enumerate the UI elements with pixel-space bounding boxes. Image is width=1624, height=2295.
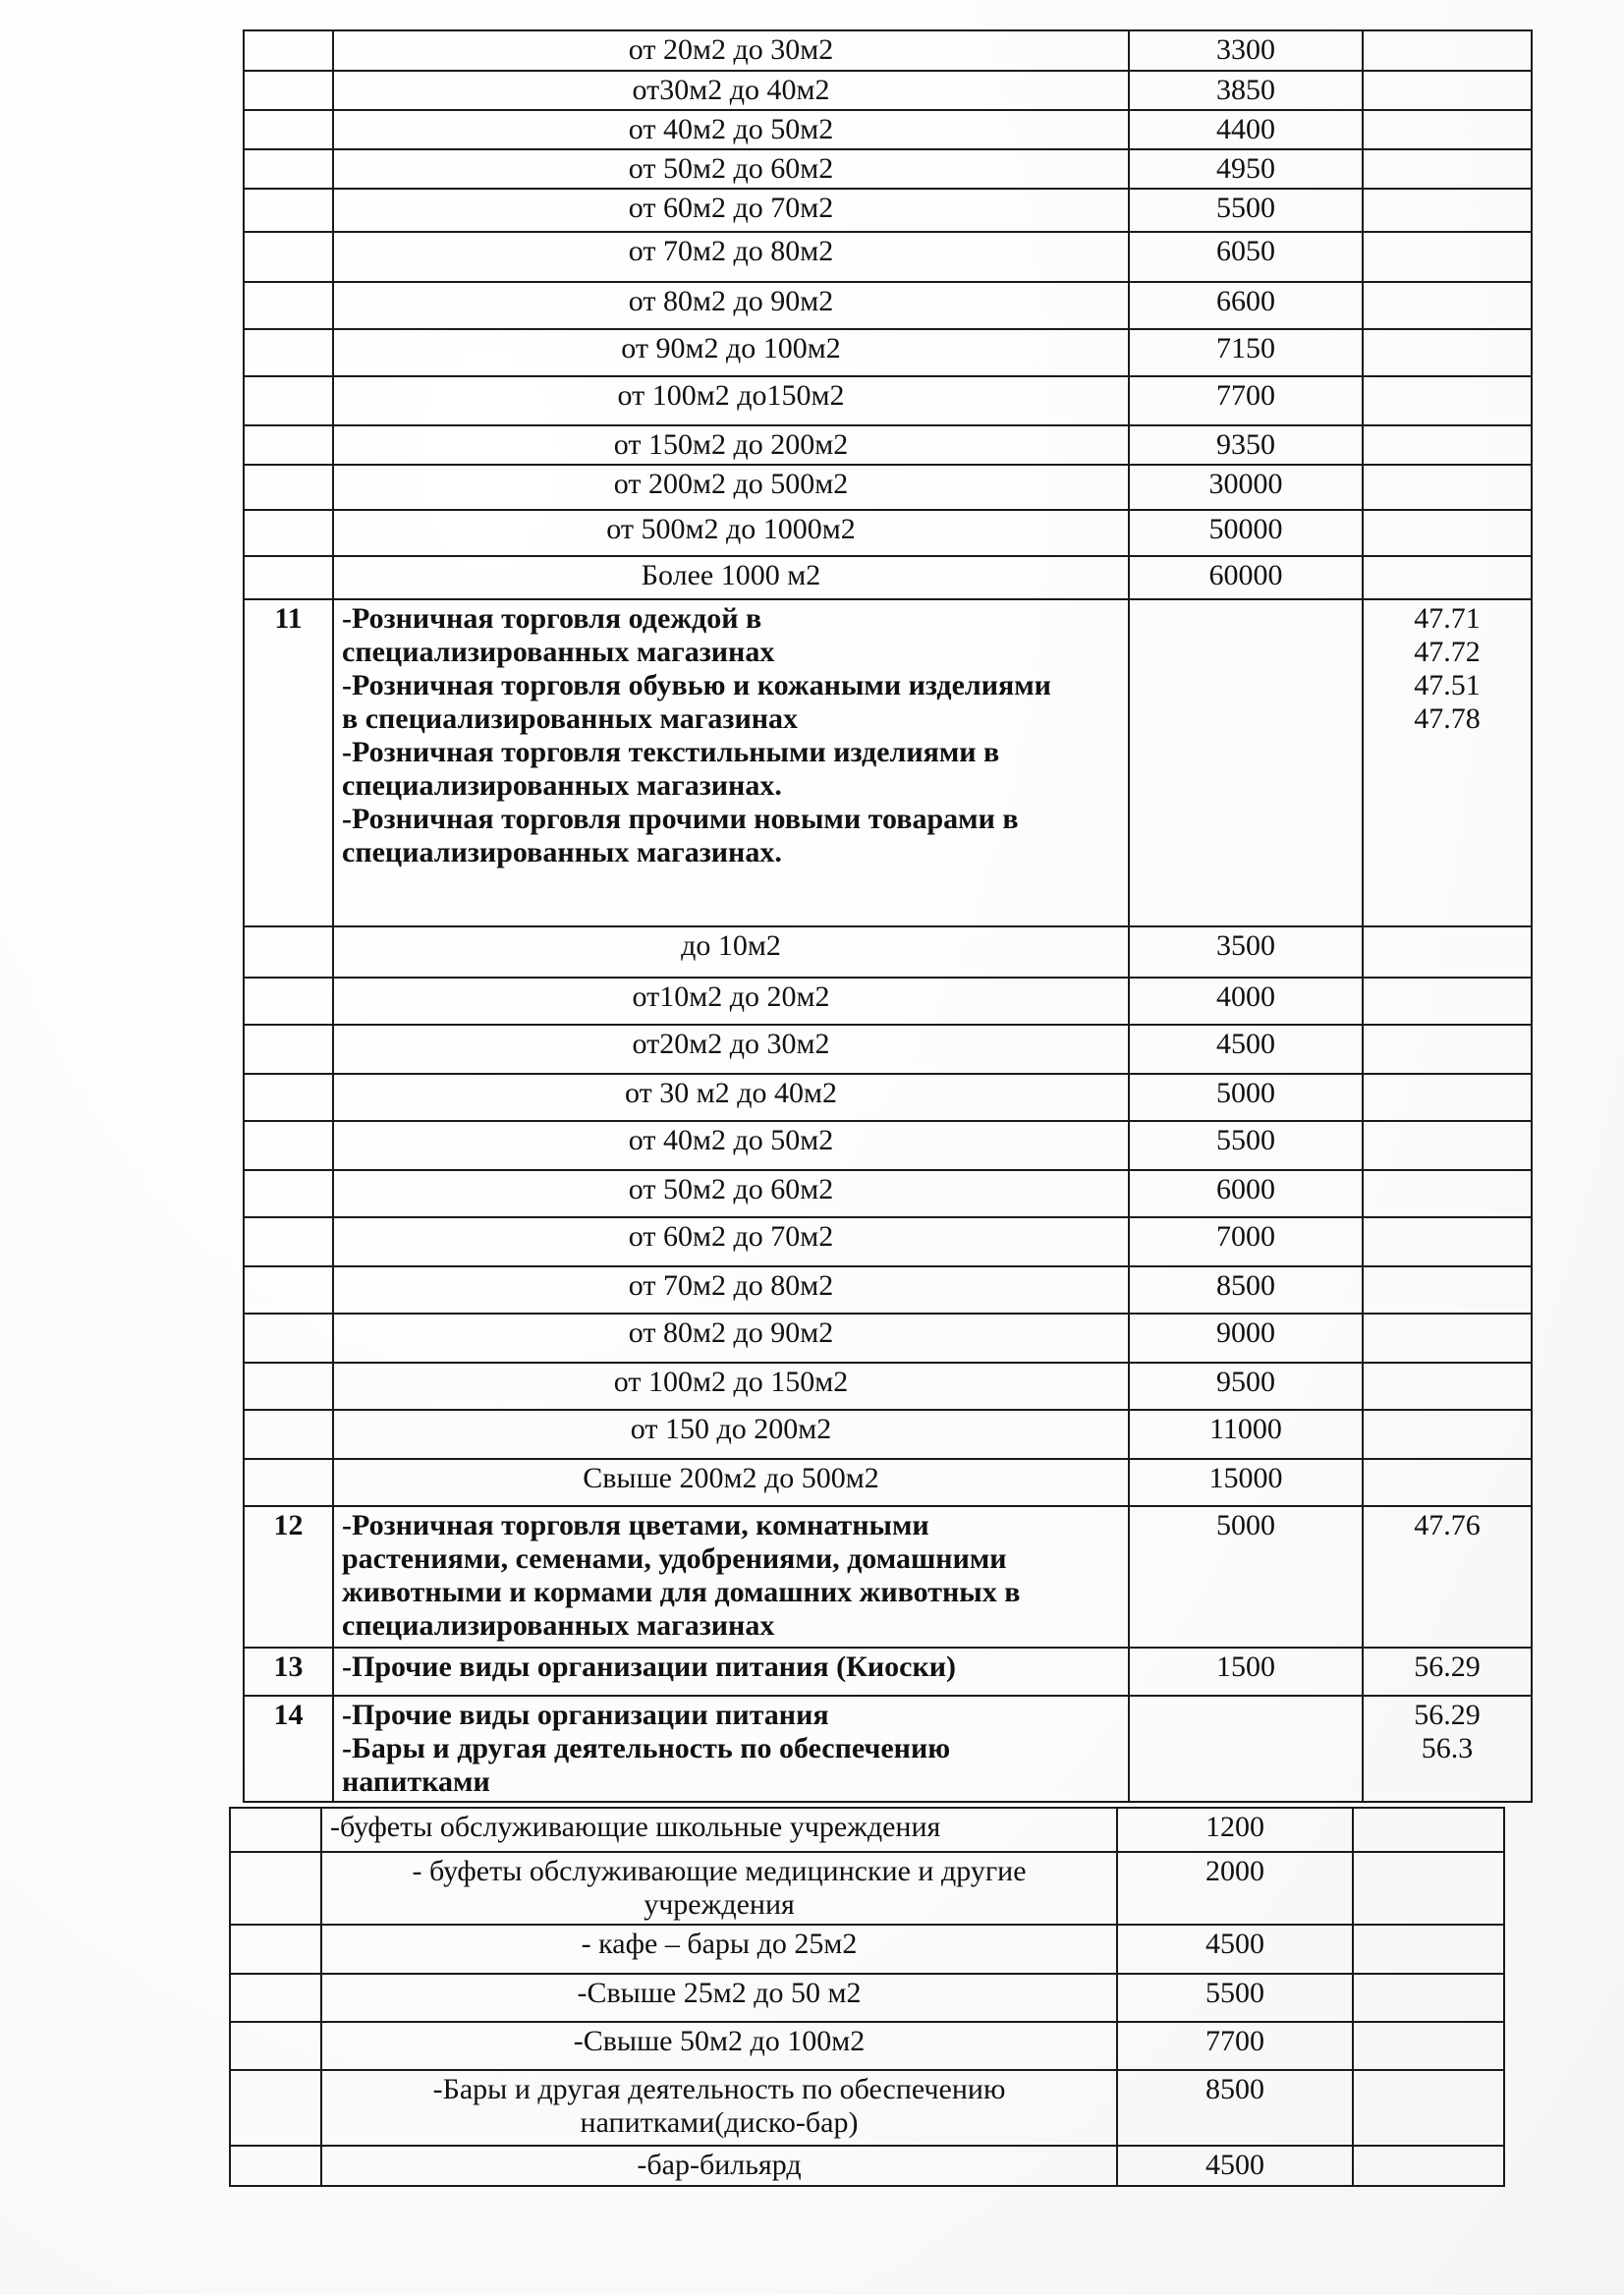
table-row bbox=[244, 1459, 1532, 1506]
row-number bbox=[244, 189, 333, 232]
fee-amount: 4500 bbox=[1129, 1025, 1363, 1074]
row-number bbox=[244, 282, 333, 329]
description-line: от 500м2 до 1000м2 bbox=[606, 513, 856, 545]
activity-code bbox=[1363, 465, 1532, 510]
table-row bbox=[244, 1074, 1532, 1121]
description-line: от 40м2 до 50м2 bbox=[628, 113, 834, 145]
table-row bbox=[244, 1314, 1532, 1363]
fee-amount: 3300 bbox=[1129, 30, 1363, 71]
fee-amount: 1200 bbox=[1117, 1808, 1353, 1852]
fee-amount: 5000 bbox=[1129, 1074, 1363, 1121]
table-row bbox=[244, 1266, 1532, 1314]
row-number bbox=[244, 71, 333, 110]
fee-amount: 7000 bbox=[1129, 1217, 1363, 1266]
area-range bbox=[321, 1852, 1117, 1925]
section-row bbox=[244, 1506, 1532, 1648]
row-number bbox=[230, 1925, 321, 1974]
description-line: напитками bbox=[342, 1765, 490, 1798]
activity-code bbox=[1363, 1314, 1532, 1363]
area-range bbox=[333, 30, 1129, 71]
fee-amount: 5500 bbox=[1117, 1974, 1353, 2022]
activity-code bbox=[1363, 510, 1532, 556]
description-line: от 30 м2 до 40м2 bbox=[625, 1077, 837, 1109]
area-range bbox=[333, 556, 1129, 599]
fee-amount: 4400 bbox=[1129, 110, 1363, 149]
fee-amount: 7150 bbox=[1129, 329, 1363, 376]
table-row bbox=[244, 465, 1532, 510]
activity-code bbox=[1363, 926, 1532, 978]
fee-amount: 8500 bbox=[1117, 2070, 1353, 2146]
table-row bbox=[244, 1217, 1532, 1266]
activity-code bbox=[1353, 2146, 1504, 2186]
description-line: -Розничная торговля обувью и кожаными изделиями bbox=[342, 669, 1051, 701]
table-row bbox=[230, 1852, 1504, 1925]
row-number bbox=[244, 1121, 333, 1170]
area-range bbox=[333, 1314, 1129, 1363]
description-line: напитками(диско-бар) bbox=[580, 2106, 859, 2139]
description-line: -Розничная торговля цветами, комнатными bbox=[342, 1509, 929, 1541]
fee-amount: 4500 bbox=[1117, 2146, 1353, 2186]
row-number bbox=[244, 1410, 333, 1459]
table-row bbox=[244, 71, 1532, 110]
row-number bbox=[244, 556, 333, 599]
description-line: от 70м2 до 80м2 bbox=[628, 235, 834, 267]
fee-amount: 6000 bbox=[1129, 1170, 1363, 1217]
description-line: - кафе – бары до 25м2 bbox=[581, 1928, 858, 1960]
table-row bbox=[244, 110, 1532, 149]
activity-code bbox=[1363, 282, 1532, 329]
area-range bbox=[333, 329, 1129, 376]
area-range bbox=[333, 1459, 1129, 1506]
activity-code bbox=[1363, 1696, 1532, 1802]
row-number bbox=[244, 465, 333, 510]
description-line: от 100м2 до 150м2 bbox=[613, 1366, 849, 1398]
area-range bbox=[333, 71, 1129, 110]
fee-amount: 2000 bbox=[1117, 1852, 1353, 1925]
fee-amount: 60000 bbox=[1129, 556, 1363, 599]
description-line: животными и кормами для домашних животных в bbox=[342, 1576, 1021, 1608]
code-line: 47.78 bbox=[1414, 702, 1481, 735]
description-line: -Свыше 50м2 до 100м2 bbox=[573, 2025, 866, 2057]
table-row bbox=[244, 376, 1532, 425]
description-line: от 50м2 до 60м2 bbox=[628, 152, 834, 185]
activity-code bbox=[1353, 1925, 1504, 1974]
row-number bbox=[244, 1459, 333, 1506]
row-number: 12 bbox=[244, 1506, 333, 1648]
row-number bbox=[244, 425, 333, 465]
description-line: от10м2 до 20м2 bbox=[632, 980, 830, 1013]
row-number bbox=[244, 149, 333, 189]
code-line: 47.72 bbox=[1414, 636, 1481, 668]
table-row bbox=[230, 2022, 1504, 2070]
table-row bbox=[244, 232, 1532, 282]
activity-code bbox=[1363, 110, 1532, 149]
code-line: 47.51 bbox=[1414, 669, 1481, 701]
description-line: специализированных магазинах. bbox=[342, 836, 782, 868]
row-number: 11 bbox=[244, 599, 333, 926]
area-range bbox=[333, 282, 1129, 329]
activity-code bbox=[1353, 1852, 1504, 1925]
table-row bbox=[244, 425, 1532, 465]
activity-code bbox=[1363, 71, 1532, 110]
area-range bbox=[333, 425, 1129, 465]
code-line: 56.29 bbox=[1414, 1651, 1481, 1683]
area-range bbox=[321, 1808, 1117, 1852]
activity-code bbox=[1363, 232, 1532, 282]
table-row bbox=[244, 149, 1532, 189]
activity-code bbox=[1353, 2070, 1504, 2146]
description-line: в специализированных магазинах bbox=[342, 702, 799, 735]
activity-code bbox=[1363, 1459, 1532, 1506]
row-number bbox=[244, 1025, 333, 1074]
row-number bbox=[244, 30, 333, 71]
area-range bbox=[333, 1410, 1129, 1459]
description-line: от 90м2 до 100м2 bbox=[621, 332, 841, 364]
activity-code bbox=[1363, 149, 1532, 189]
activity-code bbox=[1363, 329, 1532, 376]
section-row bbox=[244, 1696, 1532, 1802]
description-line: -Бары и другая деятельность по обеспечению bbox=[432, 2073, 1006, 2105]
description-line: растениями, семенами, удобрениями, домашними bbox=[342, 1542, 1007, 1575]
activity-code bbox=[1353, 2022, 1504, 2070]
fee-amount bbox=[1129, 599, 1363, 926]
area-range bbox=[333, 978, 1129, 1025]
area-range bbox=[333, 1363, 1129, 1410]
row-number bbox=[230, 1852, 321, 1925]
fee-amount: 7700 bbox=[1129, 376, 1363, 425]
activity-code bbox=[1363, 189, 1532, 232]
description-line: Свыше 200м2 до 500м2 bbox=[583, 1462, 879, 1494]
area-range bbox=[321, 1925, 1117, 1974]
area-range bbox=[333, 1170, 1129, 1217]
activity-code bbox=[1363, 1074, 1532, 1121]
description-line: от 60м2 до 70м2 bbox=[628, 1220, 834, 1253]
description-line: Более 1000 м2 bbox=[641, 559, 821, 591]
area-range bbox=[333, 149, 1129, 189]
code-line: 47.71 bbox=[1414, 602, 1481, 635]
row-number bbox=[244, 1266, 333, 1314]
description-line: до 10м2 bbox=[681, 929, 781, 962]
table-row bbox=[244, 556, 1532, 599]
activity-code bbox=[1363, 1025, 1532, 1074]
activity-code bbox=[1363, 1363, 1532, 1410]
area-range bbox=[333, 465, 1129, 510]
description-line: -Прочие виды организации питания (Киоски) bbox=[342, 1651, 957, 1683]
description-line: от 100м2 до150м2 bbox=[617, 379, 845, 412]
activity-code bbox=[1363, 30, 1532, 71]
fee-table-part-2 bbox=[229, 1807, 1505, 2187]
row-number bbox=[244, 1074, 333, 1121]
table-row bbox=[244, 282, 1532, 329]
code-line: 47.76 bbox=[1414, 1509, 1481, 1541]
area-range bbox=[333, 189, 1129, 232]
activity-code bbox=[1363, 1506, 1532, 1648]
description-line: -Розничная торговля одеждой в bbox=[342, 602, 762, 635]
description-line: -Свыше 25м2 до 50 м2 bbox=[577, 1977, 862, 2009]
row-number: 14 bbox=[244, 1696, 333, 1802]
fee-amount: 30000 bbox=[1129, 465, 1363, 510]
fee-amount: 9350 bbox=[1129, 425, 1363, 465]
row-number bbox=[244, 978, 333, 1025]
row-number bbox=[230, 2070, 321, 2146]
area-range bbox=[333, 376, 1129, 425]
table-row bbox=[230, 1808, 1504, 1852]
row-number bbox=[244, 1363, 333, 1410]
table-row bbox=[244, 1121, 1532, 1170]
row-number bbox=[244, 1217, 333, 1266]
fee-amount: 9000 bbox=[1129, 1314, 1363, 1363]
row-number bbox=[244, 510, 333, 556]
description-line: от 150м2 до 200м2 bbox=[613, 428, 849, 461]
area-range bbox=[333, 1121, 1129, 1170]
description-line: специализированных магазинах bbox=[342, 1609, 775, 1642]
activity-code bbox=[1353, 1974, 1504, 2022]
table-row bbox=[244, 926, 1532, 978]
fee-amount bbox=[1129, 1696, 1363, 1802]
row-number bbox=[244, 1170, 333, 1217]
table-row bbox=[244, 1363, 1532, 1410]
area-range bbox=[333, 510, 1129, 556]
area-range bbox=[333, 110, 1129, 149]
section-row bbox=[244, 1648, 1532, 1696]
activity-code bbox=[1363, 599, 1532, 926]
fee-amount: 4000 bbox=[1129, 978, 1363, 1025]
fee-amount: 15000 bbox=[1129, 1459, 1363, 1506]
description-line: от 200м2 до 500м2 bbox=[613, 468, 849, 500]
fee-amount: 6600 bbox=[1129, 282, 1363, 329]
activity-code bbox=[1363, 1121, 1532, 1170]
area-range bbox=[321, 2022, 1117, 2070]
row-number bbox=[230, 2146, 321, 2186]
description-line: от 60м2 до 70м2 bbox=[628, 192, 834, 224]
fee-amount: 7700 bbox=[1117, 2022, 1353, 2070]
fee-amount: 3500 bbox=[1129, 926, 1363, 978]
description-line: -Розничная торговля текстильными изделиями в bbox=[342, 736, 1000, 768]
row-number bbox=[244, 329, 333, 376]
activity-code bbox=[1363, 978, 1532, 1025]
row-number bbox=[244, 232, 333, 282]
area-range bbox=[333, 1217, 1129, 1266]
description-line: -Прочие виды организации питания bbox=[342, 1699, 829, 1731]
fee-amount: 3850 bbox=[1129, 71, 1363, 110]
description-line: от 50м2 до 60м2 bbox=[628, 1173, 834, 1205]
fee-amount: 1500 bbox=[1129, 1648, 1363, 1696]
activity-description bbox=[333, 1648, 1129, 1696]
area-range bbox=[321, 1974, 1117, 2022]
area-range bbox=[333, 232, 1129, 282]
fee-amount: 9500 bbox=[1129, 1363, 1363, 1410]
row-number bbox=[244, 926, 333, 978]
fee-amount: 11000 bbox=[1129, 1410, 1363, 1459]
area-range bbox=[321, 2146, 1117, 2186]
area-range bbox=[333, 1266, 1129, 1314]
description-line: специализированных магазинах. bbox=[342, 769, 782, 802]
description-line: от 70м2 до 80м2 bbox=[628, 1269, 834, 1302]
row-number bbox=[244, 1314, 333, 1363]
fee-amount: 5000 bbox=[1129, 1506, 1363, 1648]
area-range bbox=[321, 2070, 1117, 2146]
activity-code bbox=[1363, 556, 1532, 599]
area-range bbox=[333, 1025, 1129, 1074]
description-line: от20м2 до 30м2 bbox=[632, 1028, 830, 1060]
activity-code bbox=[1363, 1170, 1532, 1217]
activity-code bbox=[1363, 425, 1532, 465]
row-number bbox=[244, 376, 333, 425]
area-range bbox=[333, 1074, 1129, 1121]
table-row bbox=[244, 1025, 1532, 1074]
activity-description bbox=[333, 599, 1129, 926]
table-row bbox=[244, 189, 1532, 232]
table-row bbox=[244, 1410, 1532, 1459]
description-line: от 20м2 до 30м2 bbox=[628, 33, 834, 66]
activity-code bbox=[1363, 1217, 1532, 1266]
description-line: -Бары и другая деятельность по обеспечению bbox=[342, 1732, 951, 1764]
description-line: -буфеты обслуживающие школьные учреждения bbox=[330, 1811, 941, 1843]
description-line: от 150 до 200м2 bbox=[630, 1413, 832, 1445]
row-number bbox=[230, 1974, 321, 2022]
fee-table-part-1 bbox=[243, 29, 1533, 1803]
fee-amount: 4950 bbox=[1129, 149, 1363, 189]
description-line: - буфеты обслуживающие медицинские и другие bbox=[412, 1855, 1027, 1887]
code-line: 56.3 bbox=[1421, 1732, 1474, 1764]
activity-code bbox=[1353, 1808, 1504, 1852]
fee-amount: 5500 bbox=[1129, 189, 1363, 232]
activity-code bbox=[1363, 1266, 1532, 1314]
table-row bbox=[244, 30, 1532, 71]
fee-amount: 4500 bbox=[1117, 1925, 1353, 1974]
table-row bbox=[230, 1925, 1504, 1974]
row-number: 13 bbox=[244, 1648, 333, 1696]
fee-amount: 8500 bbox=[1129, 1266, 1363, 1314]
description-line: от 80м2 до 90м2 bbox=[628, 285, 834, 317]
table-row bbox=[244, 1170, 1532, 1217]
description-line: -бар-бильярд bbox=[637, 2149, 802, 2181]
row-number bbox=[230, 1808, 321, 1852]
table-row bbox=[230, 1974, 1504, 2022]
description-line: от 40м2 до 50м2 bbox=[628, 1124, 834, 1156]
activity-code bbox=[1363, 376, 1532, 425]
activity-description bbox=[333, 1696, 1129, 1802]
row-number bbox=[244, 110, 333, 149]
section-row bbox=[244, 599, 1532, 926]
activity-description bbox=[333, 1506, 1129, 1648]
description-line: специализированных магазинах bbox=[342, 636, 775, 668]
row-number bbox=[230, 2022, 321, 2070]
activity-code bbox=[1363, 1648, 1532, 1696]
activity-code bbox=[1363, 1410, 1532, 1459]
table-row bbox=[230, 2146, 1504, 2186]
table-row bbox=[244, 329, 1532, 376]
description-line: от30м2 до 40м2 bbox=[632, 74, 830, 106]
description-line: -Розничная торговля прочими новыми товарами в bbox=[342, 803, 1019, 835]
code-line: 56.29 bbox=[1414, 1699, 1481, 1731]
fee-amount: 5500 bbox=[1129, 1121, 1363, 1170]
table-row bbox=[230, 2070, 1504, 2146]
table-row bbox=[244, 510, 1532, 556]
table-row bbox=[244, 978, 1532, 1025]
fee-amount: 6050 bbox=[1129, 232, 1363, 282]
area-range bbox=[333, 926, 1129, 978]
fee-amount: 50000 bbox=[1129, 510, 1363, 556]
description-line: учреждения bbox=[644, 1888, 795, 1921]
description-line: от 80м2 до 90м2 bbox=[628, 1316, 834, 1349]
